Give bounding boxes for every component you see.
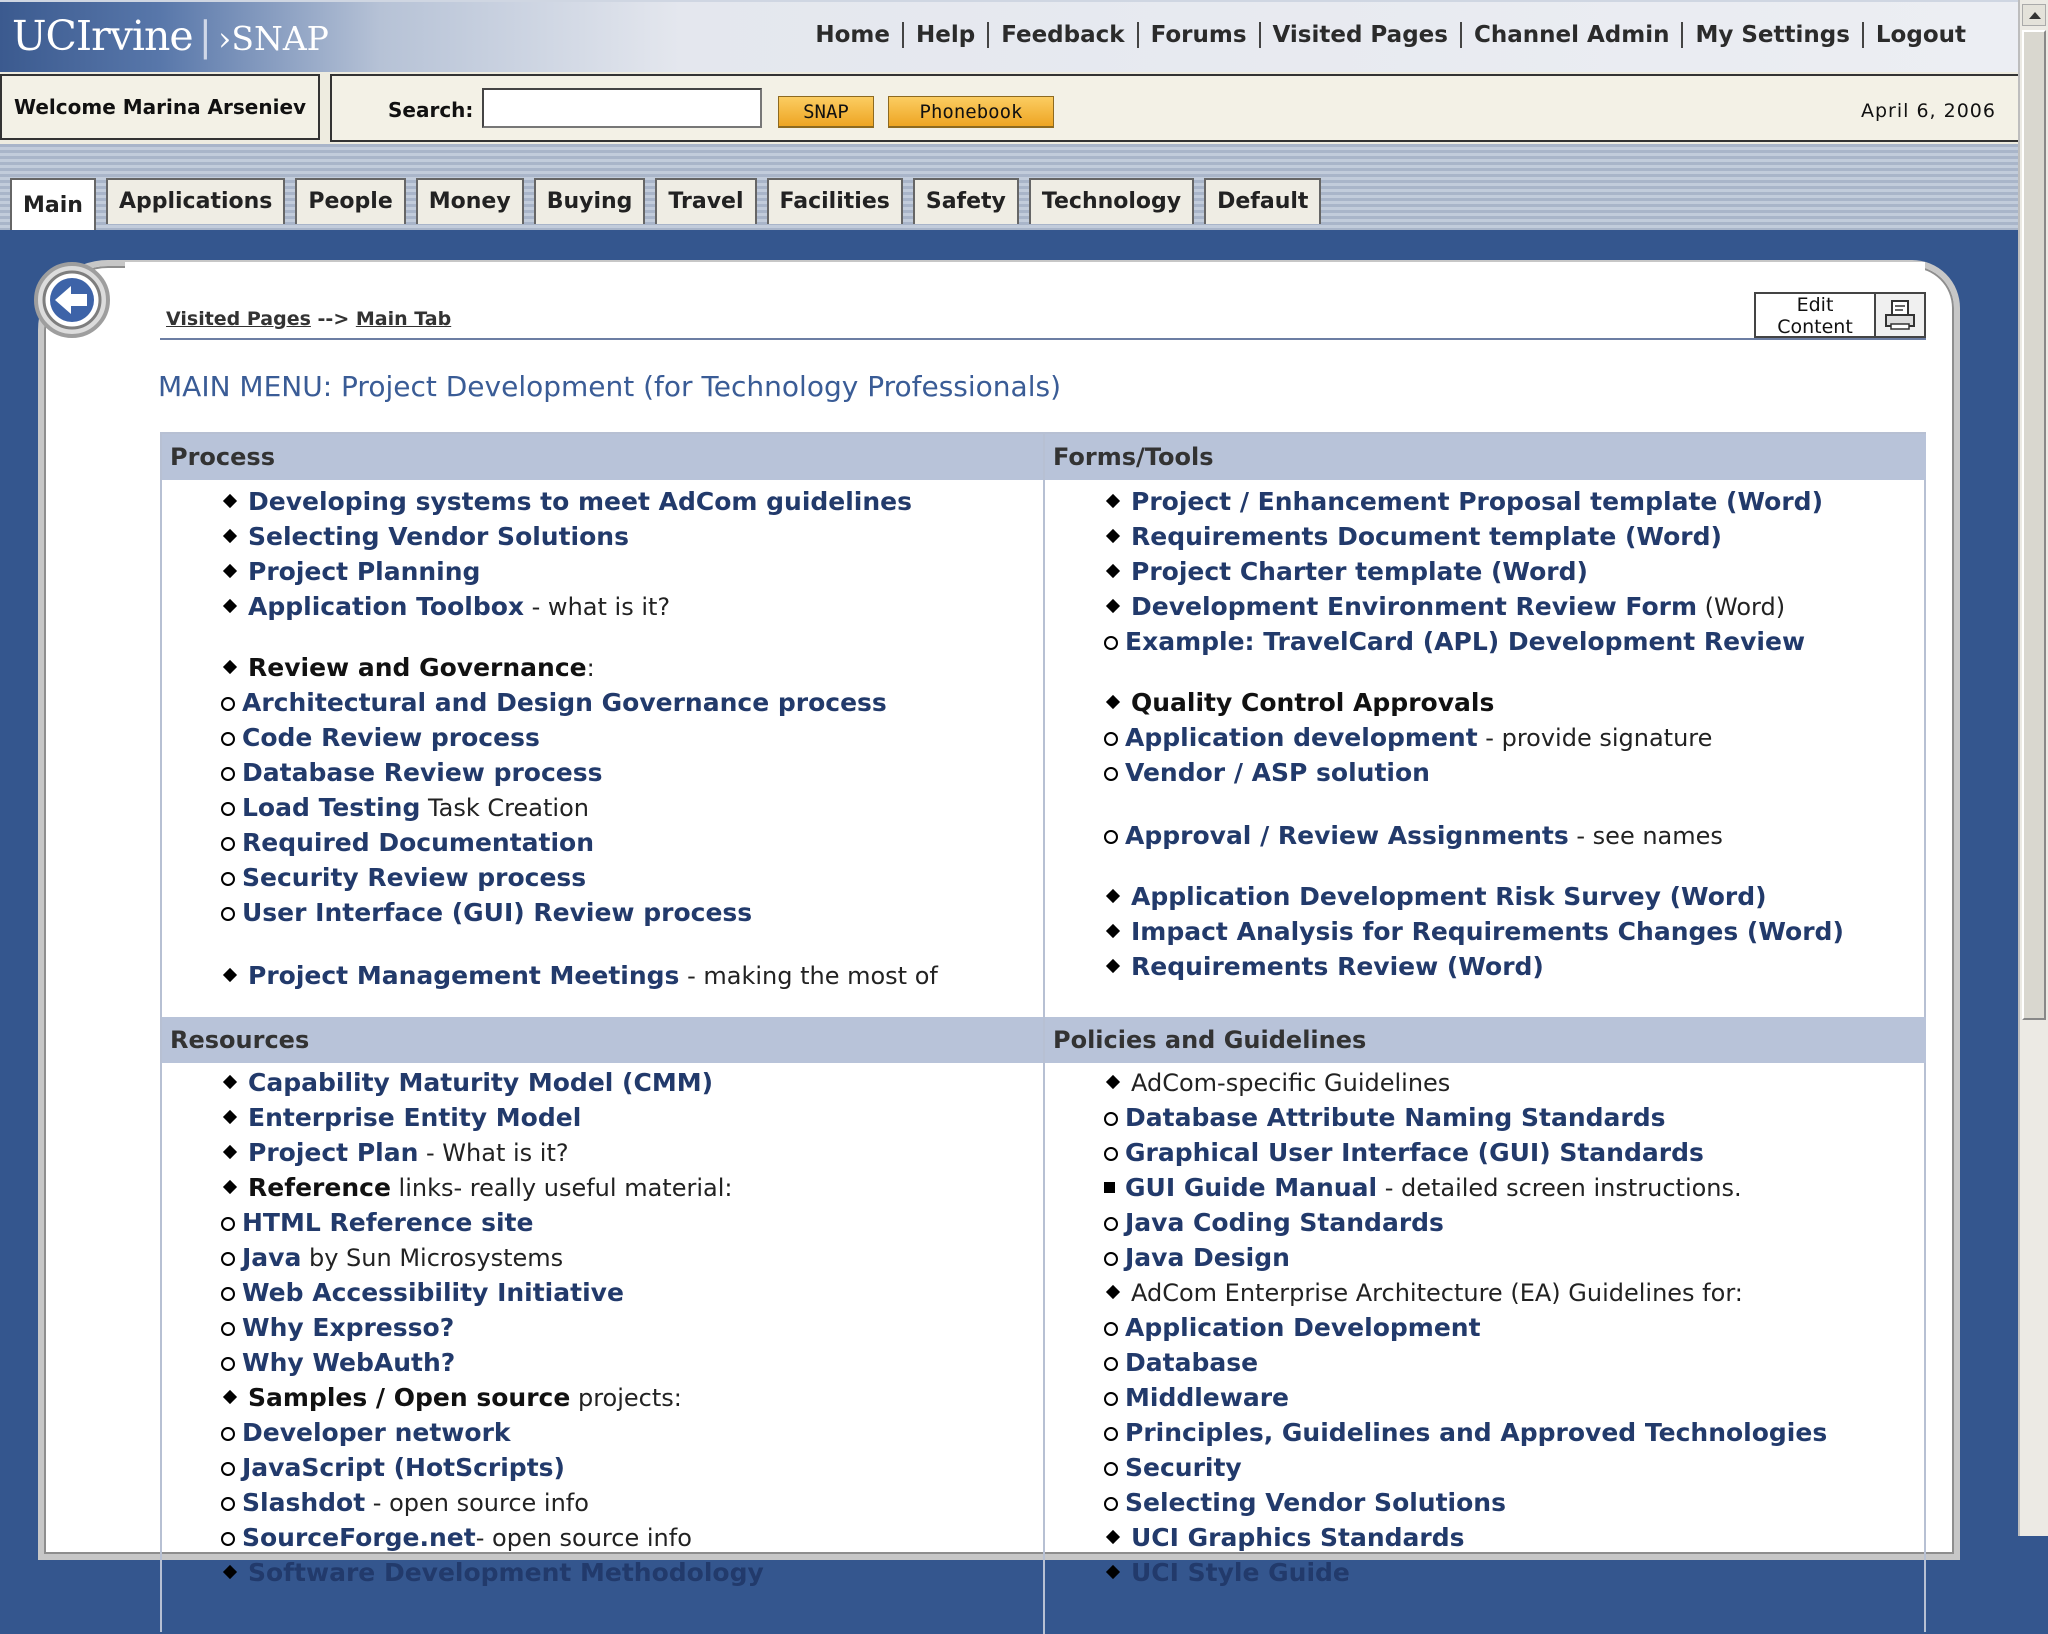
breadcrumb [166, 308, 451, 330]
main-menu-grid [160, 432, 1926, 1632]
menu-link[interactable]: Project Planning [248, 557, 481, 586]
back-button[interactable] [34, 262, 110, 338]
uci-snap-logo[interactable] [12, 12, 329, 60]
list-item [162, 1382, 1043, 1557]
menu-link[interactable]: Project / Enhancement Proposal template (Word) [1131, 487, 1823, 516]
policies-panel-title: Policies and Guidelines [1045, 1017, 1926, 1063]
link-description: - open source info [365, 1489, 589, 1517]
welcome-message: Welcome Marina Arseniev [0, 74, 320, 140]
snap-search-button[interactable]: SNAP [778, 96, 874, 128]
logo-snap: ›SNAP [218, 19, 329, 58]
list-item [162, 1557, 1043, 1592]
tab-main[interactable]: Main [10, 178, 96, 230]
list-item [1045, 1102, 1926, 1137]
link-description: Task Creation [420, 794, 589, 822]
list-item [162, 1242, 1043, 1277]
menu-link[interactable]: Approval / Review Assignments [1125, 821, 1569, 850]
list-item [1045, 486, 1926, 521]
tab-buying[interactable]: Buying [534, 178, 646, 224]
link-description: - detailed screen instructions. [1377, 1174, 1742, 1202]
breadcrumb-main-tab-link[interactable]: Main Tab [355, 308, 452, 330]
list-item [162, 897, 1043, 932]
menu-link[interactable]: Graphical User Interface (GUI) Standards [1125, 1138, 1704, 1167]
tab-technology[interactable]: Technology [1029, 178, 1194, 224]
menu-link[interactable]: User Interface (GUI) Review process [242, 898, 753, 927]
list-item [1045, 1137, 1926, 1207]
menu-link[interactable]: Principles, Guidelines and Approved Technologies [1125, 1418, 1828, 1447]
tab-strip [0, 144, 2018, 230]
menu-link[interactable]: Development Environment Review Form [1131, 592, 1698, 621]
list-item [162, 1102, 1043, 1137]
menu-link[interactable]: Project Plan [248, 1138, 419, 1167]
link-description: by Sun Microsystems [301, 1244, 564, 1272]
list-item [162, 792, 1043, 827]
menu-link[interactable]: Middleware [1125, 1383, 1290, 1412]
list-item [162, 1312, 1043, 1347]
list-item [162, 862, 1043, 897]
list-item [1045, 1067, 1926, 1277]
page-title: MAIN MENU: Project Development (for Technology Professionals) [158, 370, 1061, 403]
list-item [162, 556, 1043, 591]
list-item [1045, 521, 1926, 556]
menu-link[interactable]: Java Design [1125, 1243, 1290, 1272]
menu-link[interactable]: Required Documentation [242, 828, 595, 857]
menu-link[interactable]: Java [242, 1243, 302, 1272]
ea-guidelines-label: AdCom Enterprise Architecture (EA) Guidelines for: [1131, 1279, 1743, 1307]
menu-link[interactable]: Security Review process [242, 863, 587, 892]
welcome-search-bar [0, 72, 2018, 144]
list-item [1045, 591, 1926, 661]
menu-link[interactable]: GUI Guide Manual [1125, 1173, 1378, 1202]
list-item [162, 652, 1043, 932]
nav-logout-link[interactable]: Logout [1875, 22, 1966, 48]
menu-link[interactable]: Requirements Document template (Word) [1131, 522, 1722, 551]
samples-label: Samples / Open source [248, 1383, 571, 1412]
list-item [1045, 1452, 1926, 1487]
menu-link[interactable]: Application Development Risk Survey (Word) [1131, 882, 1767, 911]
list-item [162, 827, 1043, 862]
menu-link[interactable]: Developer network [242, 1418, 511, 1447]
nav-my-settings-link[interactable]: My Settings [1695, 22, 1850, 48]
edit-content-button[interactable]: Edit Content [1754, 292, 1876, 338]
reference-label: Reference [248, 1173, 391, 1202]
list-item [1045, 1347, 1926, 1382]
list-item [162, 1067, 1043, 1102]
list-item [162, 722, 1043, 757]
list-item [162, 1137, 1043, 1172]
breadcrumb-divider [160, 338, 1926, 340]
list-item [1045, 820, 1926, 855]
link-description: - what is it? [524, 593, 671, 621]
link-description: - provide signature [1477, 724, 1713, 752]
menu-link[interactable]: UCI Style Guide [1131, 1558, 1350, 1587]
back-arrow-icon [41, 269, 103, 331]
quality-control-label: Quality Control Approvals [1131, 688, 1495, 717]
menu-link[interactable]: Java Coding Standards [1125, 1208, 1444, 1237]
list-item [162, 486, 1043, 521]
list-item [1045, 722, 1926, 757]
list-item [162, 1172, 1043, 1382]
tab-applications[interactable]: Applications [106, 178, 285, 224]
tab-travel[interactable]: Travel [655, 178, 756, 224]
list-item [1045, 1487, 1926, 1522]
forms-tools-panel [1045, 434, 1926, 986]
menu-link[interactable]: Selecting Vendor Solutions [248, 522, 629, 551]
process-panel [162, 434, 1043, 995]
menu-link[interactable]: Example: TravelCard (APL) Development Review [1125, 627, 1806, 656]
menu-link[interactable]: Project Charter template (Word) [1131, 557, 1588, 586]
top-navigation [803, 22, 1978, 48]
search-input[interactable] [482, 88, 762, 128]
print-button[interactable] [1874, 292, 1926, 338]
menu-link[interactable]: Load Testing [242, 793, 421, 822]
menu-link[interactable]: Slashdot [242, 1488, 366, 1517]
list-item [1045, 951, 1926, 986]
list-item [162, 757, 1043, 792]
menu-link[interactable]: Software Development Methodology [248, 1558, 764, 1587]
list-item [1045, 1207, 1926, 1242]
menu-link[interactable]: Capability Maturity Model (CMM) [248, 1068, 714, 1097]
list-item [1045, 916, 1926, 951]
list-item [1045, 1557, 1926, 1592]
menu-link[interactable]: Why WebAuth? [242, 1348, 456, 1377]
menu-link[interactable]: Enterprise Entity Model [248, 1103, 582, 1132]
list-item [1045, 1417, 1926, 1452]
adcom-guidelines-label: AdCom-specific Guidelines [1131, 1069, 1451, 1097]
menu-link[interactable]: Architectural and Design Governance process [242, 688, 887, 717]
menu-link[interactable]: Why Expresso? [242, 1313, 455, 1342]
menu-link[interactable]: SourceForge.net [242, 1523, 476, 1552]
label-suffix: : [586, 654, 595, 682]
list-item [1045, 626, 1926, 661]
main-tabs [10, 178, 1331, 230]
link-description: - What is it? [418, 1139, 569, 1167]
list-item [162, 687, 1043, 722]
scrollbar-thumb[interactable] [2022, 30, 2046, 1020]
menu-link[interactable]: Project Management Meetings [248, 961, 680, 990]
samples-description: projects: [570, 1384, 682, 1412]
reference-description: links- really useful material: [390, 1174, 733, 1202]
list-item [1045, 687, 1926, 855]
list-item [1045, 1522, 1926, 1557]
phonebook-search-button[interactable]: Phonebook [888, 96, 1054, 128]
list-item [1045, 1382, 1926, 1417]
app-header [0, 0, 2018, 72]
list-item [162, 1207, 1043, 1242]
resources-panel [162, 1017, 1043, 1592]
list-item [162, 1347, 1043, 1382]
vertical-scrollbar[interactable] [2018, 0, 2048, 1536]
tab-facilities[interactable]: Facilities [767, 178, 903, 224]
search-label: Search: [388, 98, 474, 122]
menu-link[interactable]: UCI Graphics Standards [1131, 1523, 1465, 1552]
menu-link[interactable]: Selecting Vendor Solutions [1125, 1488, 1506, 1517]
search-panel [330, 74, 2018, 142]
breadcrumb-visited-pages-link[interactable]: Visited Pages [166, 308, 311, 330]
list-item [1045, 556, 1926, 591]
list-item [162, 960, 1043, 995]
menu-link[interactable]: Impact Analysis for Requirements Changes (Word) [1131, 917, 1844, 946]
list-item [162, 1522, 1043, 1557]
logo-separator: | [198, 14, 213, 60]
current-date: April 6, 2006 [1861, 100, 1996, 122]
review-governance-label: Review and Governance [248, 653, 587, 682]
nav-feedback-link[interactable]: Feedback [1001, 22, 1125, 48]
list-item [1045, 881, 1926, 916]
menu-link[interactable]: JavaScript (HotScripts) [242, 1453, 565, 1482]
breadcrumb-arrow: --> [317, 308, 350, 330]
menu-link[interactable]: HTML Reference site [242, 1208, 534, 1237]
link-description: - open source info [475, 1524, 692, 1552]
list-item [162, 1487, 1043, 1522]
menu-link[interactable]: Requirements Review (Word) [1131, 952, 1544, 981]
list-item [162, 521, 1043, 556]
list-item [162, 591, 1043, 626]
menu-link[interactable]: Web Accessibility Initiative [242, 1278, 624, 1307]
menu-link[interactable]: Database Review process [242, 758, 603, 787]
nav-home-link[interactable]: Home [815, 22, 890, 48]
policies-panel [1045, 1017, 1926, 1592]
list-item [162, 1452, 1043, 1487]
list-item [1045, 1277, 1926, 1522]
menu-link[interactable]: Developing systems to meet AdCom guidelines [248, 487, 913, 516]
menu-link[interactable]: Application Development [1125, 1313, 1481, 1342]
list-item [1045, 1242, 1926, 1277]
tab-default[interactable]: Default [1204, 178, 1321, 224]
resources-panel-title: Resources [162, 1017, 1043, 1063]
link-description: (Word) [1697, 593, 1786, 621]
list-item [162, 1277, 1043, 1312]
menu-link[interactable]: Database Attribute Naming Standards [1125, 1103, 1666, 1132]
menu-link[interactable]: Security [1125, 1453, 1242, 1482]
link-description: - see names [1568, 822, 1723, 850]
printer-icon [1883, 298, 1917, 332]
process-panel-title: Process [162, 434, 1043, 480]
tab-safety[interactable]: Safety [913, 178, 1019, 224]
forms-tools-panel-title: Forms/Tools [1045, 434, 1926, 480]
tab-people[interactable]: People [295, 178, 405, 224]
tab-money[interactable]: Money [416, 178, 524, 224]
list-item [1045, 1312, 1926, 1347]
nav-forums-link[interactable]: Forums [1150, 22, 1247, 48]
menu-link[interactable]: Application Toolbox [248, 592, 525, 621]
link-description: - making the most of [679, 962, 938, 990]
scroll-up-arrow-icon[interactable] [2022, 4, 2046, 26]
nav-visited-pages-link[interactable]: Visited Pages [1272, 22, 1448, 48]
nav-channel-admin-link[interactable]: Channel Admin [1473, 22, 1670, 48]
list-item [1045, 757, 1926, 792]
logo-ucirvine: UCIrvine [12, 12, 193, 60]
list-item [162, 1417, 1043, 1452]
menu-link[interactable]: Application development [1125, 723, 1478, 752]
menu-link[interactable]: Code Review process [242, 723, 540, 752]
menu-link[interactable]: Database [1125, 1348, 1259, 1377]
menu-link[interactable]: Vendor / ASP solution [1125, 758, 1430, 787]
nav-help-link[interactable]: Help [916, 22, 976, 48]
list-item [1045, 1172, 1926, 1207]
